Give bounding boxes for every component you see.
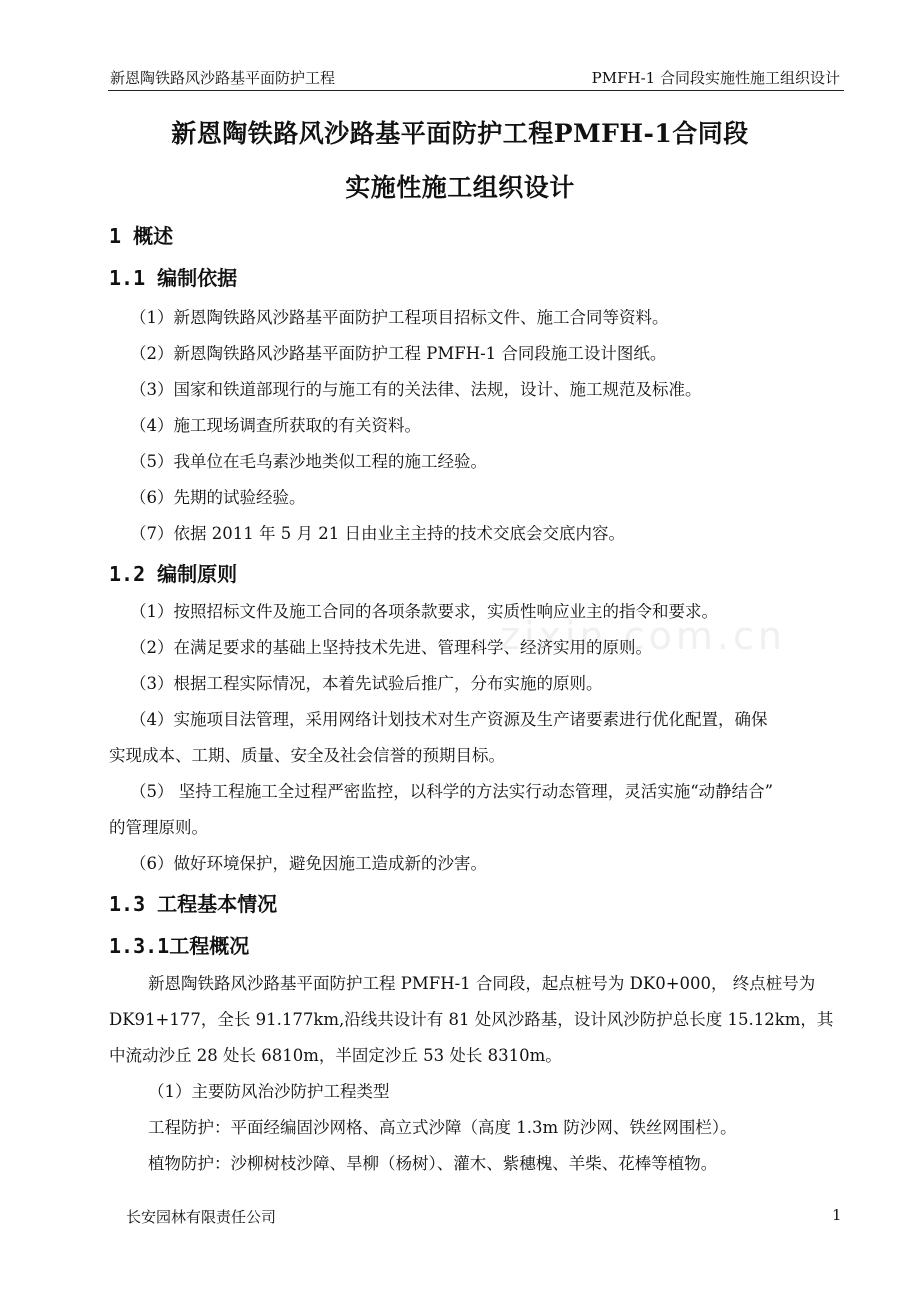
overview-line-1: 新恩陶铁路风沙路基平面防护工程 PMFH-1 合同段，起点桩号为 DK0+000， 终点桩号为 — [148, 974, 816, 993]
basis-item-7: （7）依据 2011 年 5 月 21 日由业主主持的技术交底会交底内容。 — [130, 524, 625, 543]
basis-item-1: （1）新恩陶铁路风沙路基平面防护工程项目招标文件、施工合同等资料。 — [130, 308, 669, 327]
heading-1: 1 概述 — [109, 224, 174, 248]
principle-item-2: （2）在满足要求的基础上坚持技术先进、管理科学、经济实用的原则。 — [130, 638, 652, 657]
basis-item-2: （2）新恩陶铁路风沙路基平面防护工程 PMFH-1 合同段施工设计图纸。 — [130, 344, 667, 363]
principle-item-5-line2: 的管理原则。 — [109, 818, 208, 837]
footer-company: 长安园林有限责任公司 — [126, 1208, 277, 1226]
header-left-title: 新恩陶铁路风沙路基平面防护工程 — [110, 69, 336, 87]
watermark: zixin.com.cn — [500, 614, 786, 658]
overview-line-2: DK91+177，全长 91.177km,沿线共设计有 81 处风沙路基，设计风沙防护总长度 15.12km，其 — [109, 1010, 834, 1029]
document-title-line2: 实施性施工组织设计 — [345, 173, 575, 202]
heading-1-3: 1.3 工程基本情况 — [109, 892, 278, 916]
basis-item-4: （4）施工现场调查所获取的有关资料。 — [130, 416, 421, 435]
basis-item-3: （3）国家和铁道部现行的与施工有的关法律、法规，设计、施工规范及标准。 — [130, 380, 702, 399]
heading-1-1: 1.1 编制依据 — [109, 266, 238, 290]
header-right-title: PMFH-1 合同段实施性施工组织设计 — [591, 69, 840, 87]
overview-line-3: 中流动沙丘 28 处长 6810m，半固定沙丘 53 处长 8310m。 — [109, 1046, 562, 1065]
principle-item-5-line1: （5） 坚持工程施工全过程严密监控，以科学的方法实行动态管理，灵活实施“动静结合” — [130, 782, 774, 801]
page-header — [108, 62, 844, 91]
document-title-line1: 新恩陶铁路风沙路基平面防护工程PMFH-1合同段 — [171, 119, 749, 148]
principle-item-4-line1: （4）实施项目法管理，采用网络计划技术对生产资源及生产诸要素进行优化配置，确保 — [130, 710, 768, 729]
footer-page-number: 1 — [832, 1206, 842, 1224]
principle-item-6: （6）做好环境保护，避免因施工造成新的沙害。 — [130, 854, 487, 873]
heading-1-3-1: 1.3.1工程概况 — [109, 934, 250, 958]
basis-item-5: （5）我单位在毛乌素沙地类似工程的施工经验。 — [130, 452, 487, 471]
principle-item-4-line2: 实现成本、工期、质量、安全及社会信誉的预期目标。 — [109, 746, 505, 765]
basis-item-6: （6）先期的试验经验。 — [130, 488, 306, 507]
protection-types-heading: （1）主要防风治沙防护工程类型 — [148, 1082, 390, 1101]
principle-item-3: （3）根据工程实际情况，本着先试验后推广，分布实施的原则。 — [130, 674, 603, 693]
principle-item-1: （1）按照招标文件及施工合同的各项条款要求，实质性响应业主的指令和要求。 — [130, 602, 718, 621]
engineering-protection: 工程防护：平面经编固沙网格、高立式沙障（高度 1.3m 防沙网、铁丝网围栏）。 — [148, 1118, 737, 1137]
plant-protection: 植物防护：沙柳树枝沙障、旱柳（杨树）、灌木、紫穗槐、羊柴、花棒等植物。 — [148, 1154, 718, 1173]
heading-1-2: 1.2 编制原则 — [109, 562, 238, 586]
